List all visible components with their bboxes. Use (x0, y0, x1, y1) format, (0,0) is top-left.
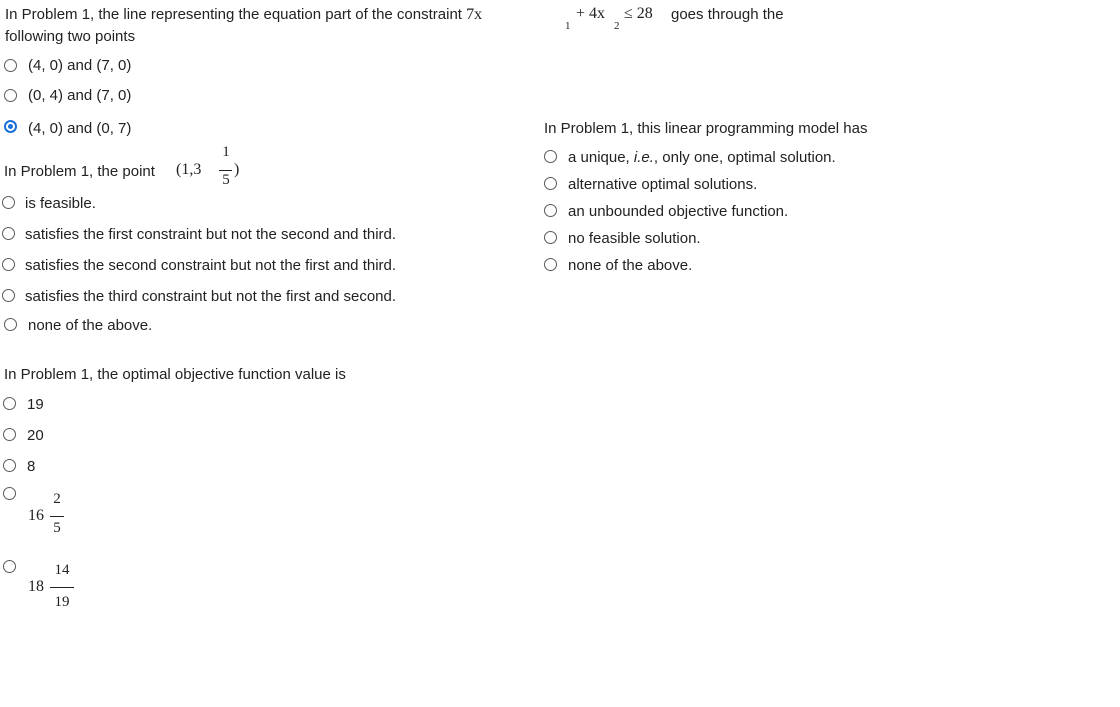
q4-option-1-pre: a unique, (568, 149, 630, 166)
q3-option-3-radio[interactable] (3, 459, 16, 472)
q4-option-2-radio[interactable] (544, 177, 557, 190)
q1-math-leq28: ≤ 28 (624, 5, 653, 22)
q4-option-1-post: , only one, optimal solution. (653, 149, 836, 166)
q1-option-1-label: (4, 0) and (7, 0) (28, 57, 132, 74)
q3-option-5-radio[interactable] (3, 560, 16, 573)
q1-option-3-label: (4, 0) and (0, 7) (28, 120, 132, 137)
q2-option-5-radio[interactable] (4, 318, 17, 331)
q2-option-1-radio[interactable] (2, 196, 15, 209)
q2-option-2-label: satisfies the first constraint but not the second and third. (25, 226, 397, 243)
q2-option-4-radio[interactable] (2, 289, 15, 302)
q1-prompt-suffix: goes through the (671, 6, 784, 23)
q3-option-1-label: 19 (27, 396, 44, 413)
q4-option-1-radio[interactable] (544, 150, 557, 163)
q1-subscript-1: 1 (565, 20, 571, 32)
q1-prompt-line2: following two points (5, 28, 136, 45)
q3-option-3-label: 8 (27, 458, 36, 475)
q1-math-4x: + 4x (576, 5, 606, 22)
q4-option-4-label: no feasible solution. (568, 230, 701, 247)
q2-prompt-text: In Problem 1, the point (4, 163, 155, 180)
q2-option-3-radio[interactable] (2, 258, 15, 271)
q4-option-5-label: none of the above. (568, 257, 693, 274)
q1-option-3-radio-selected[interactable] (4, 120, 17, 133)
q2-point-fraction-den: 5 (222, 172, 230, 188)
q2-option-3-label: satisfies the second constraint but not the first and third. (25, 257, 397, 274)
q4-option-1-label (568, 149, 836, 166)
q3-option-4-num: 2 (53, 491, 61, 507)
q3-option-5-num: 14 (54, 562, 70, 578)
q4-option-3-radio[interactable] (544, 204, 557, 217)
q1-prompt-text: In Problem 1, the line representing the equation part of the constraint (5, 6, 462, 23)
q3-option-4-whole: 16 (28, 507, 44, 524)
q3-option-4-radio[interactable] (3, 487, 16, 500)
q4-option-3-label: an unbounded objective function. (568, 203, 789, 220)
q2-option-2-radio[interactable] (2, 227, 15, 240)
q2-option-4-label: satisfies the third constraint but not the first and second. (25, 288, 397, 305)
q3-option-2-label: 20 (27, 427, 44, 444)
q4-option-4-radio[interactable] (544, 231, 557, 244)
q1-subscript-2: 2 (614, 20, 620, 32)
q2-point-open: (1,3 (176, 161, 202, 178)
q1-option-1-radio[interactable] (4, 59, 17, 72)
q1-option-2-label: (0, 4) and (7, 0) (28, 87, 132, 104)
q3-option-2-radio[interactable] (3, 428, 16, 441)
q1-prompt (5, 6, 482, 24)
q2-option-1-label: is feasible. (25, 195, 96, 212)
q4-option-5-radio[interactable] (544, 258, 557, 271)
q3-option-1-radio[interactable] (3, 397, 16, 410)
q4-prompt: In Problem 1, this linear programming model has (544, 120, 868, 137)
q1-option-2-radio[interactable] (4, 89, 17, 102)
q4-option-2-label: alternative optimal solutions. (568, 176, 758, 193)
q3-option-5-whole: 18 (28, 578, 44, 595)
q4-option-1-em: i.e. (633, 149, 654, 166)
q3-prompt: In Problem 1, the optimal objective function value is (4, 366, 346, 383)
q1-math-7x: 7x (466, 6, 483, 23)
q2-point-close: ) (234, 161, 240, 178)
q2-option-5-label: none of the above. (28, 317, 153, 334)
q2-point-fraction-num: 1 (222, 144, 230, 160)
q3-option-4-bar (50, 516, 64, 517)
q3-option-4-den: 5 (53, 520, 61, 536)
q3-option-5-den: 19 (54, 594, 70, 610)
q3-option-5-bar (50, 587, 74, 588)
q2-point-fraction-bar (219, 170, 232, 171)
